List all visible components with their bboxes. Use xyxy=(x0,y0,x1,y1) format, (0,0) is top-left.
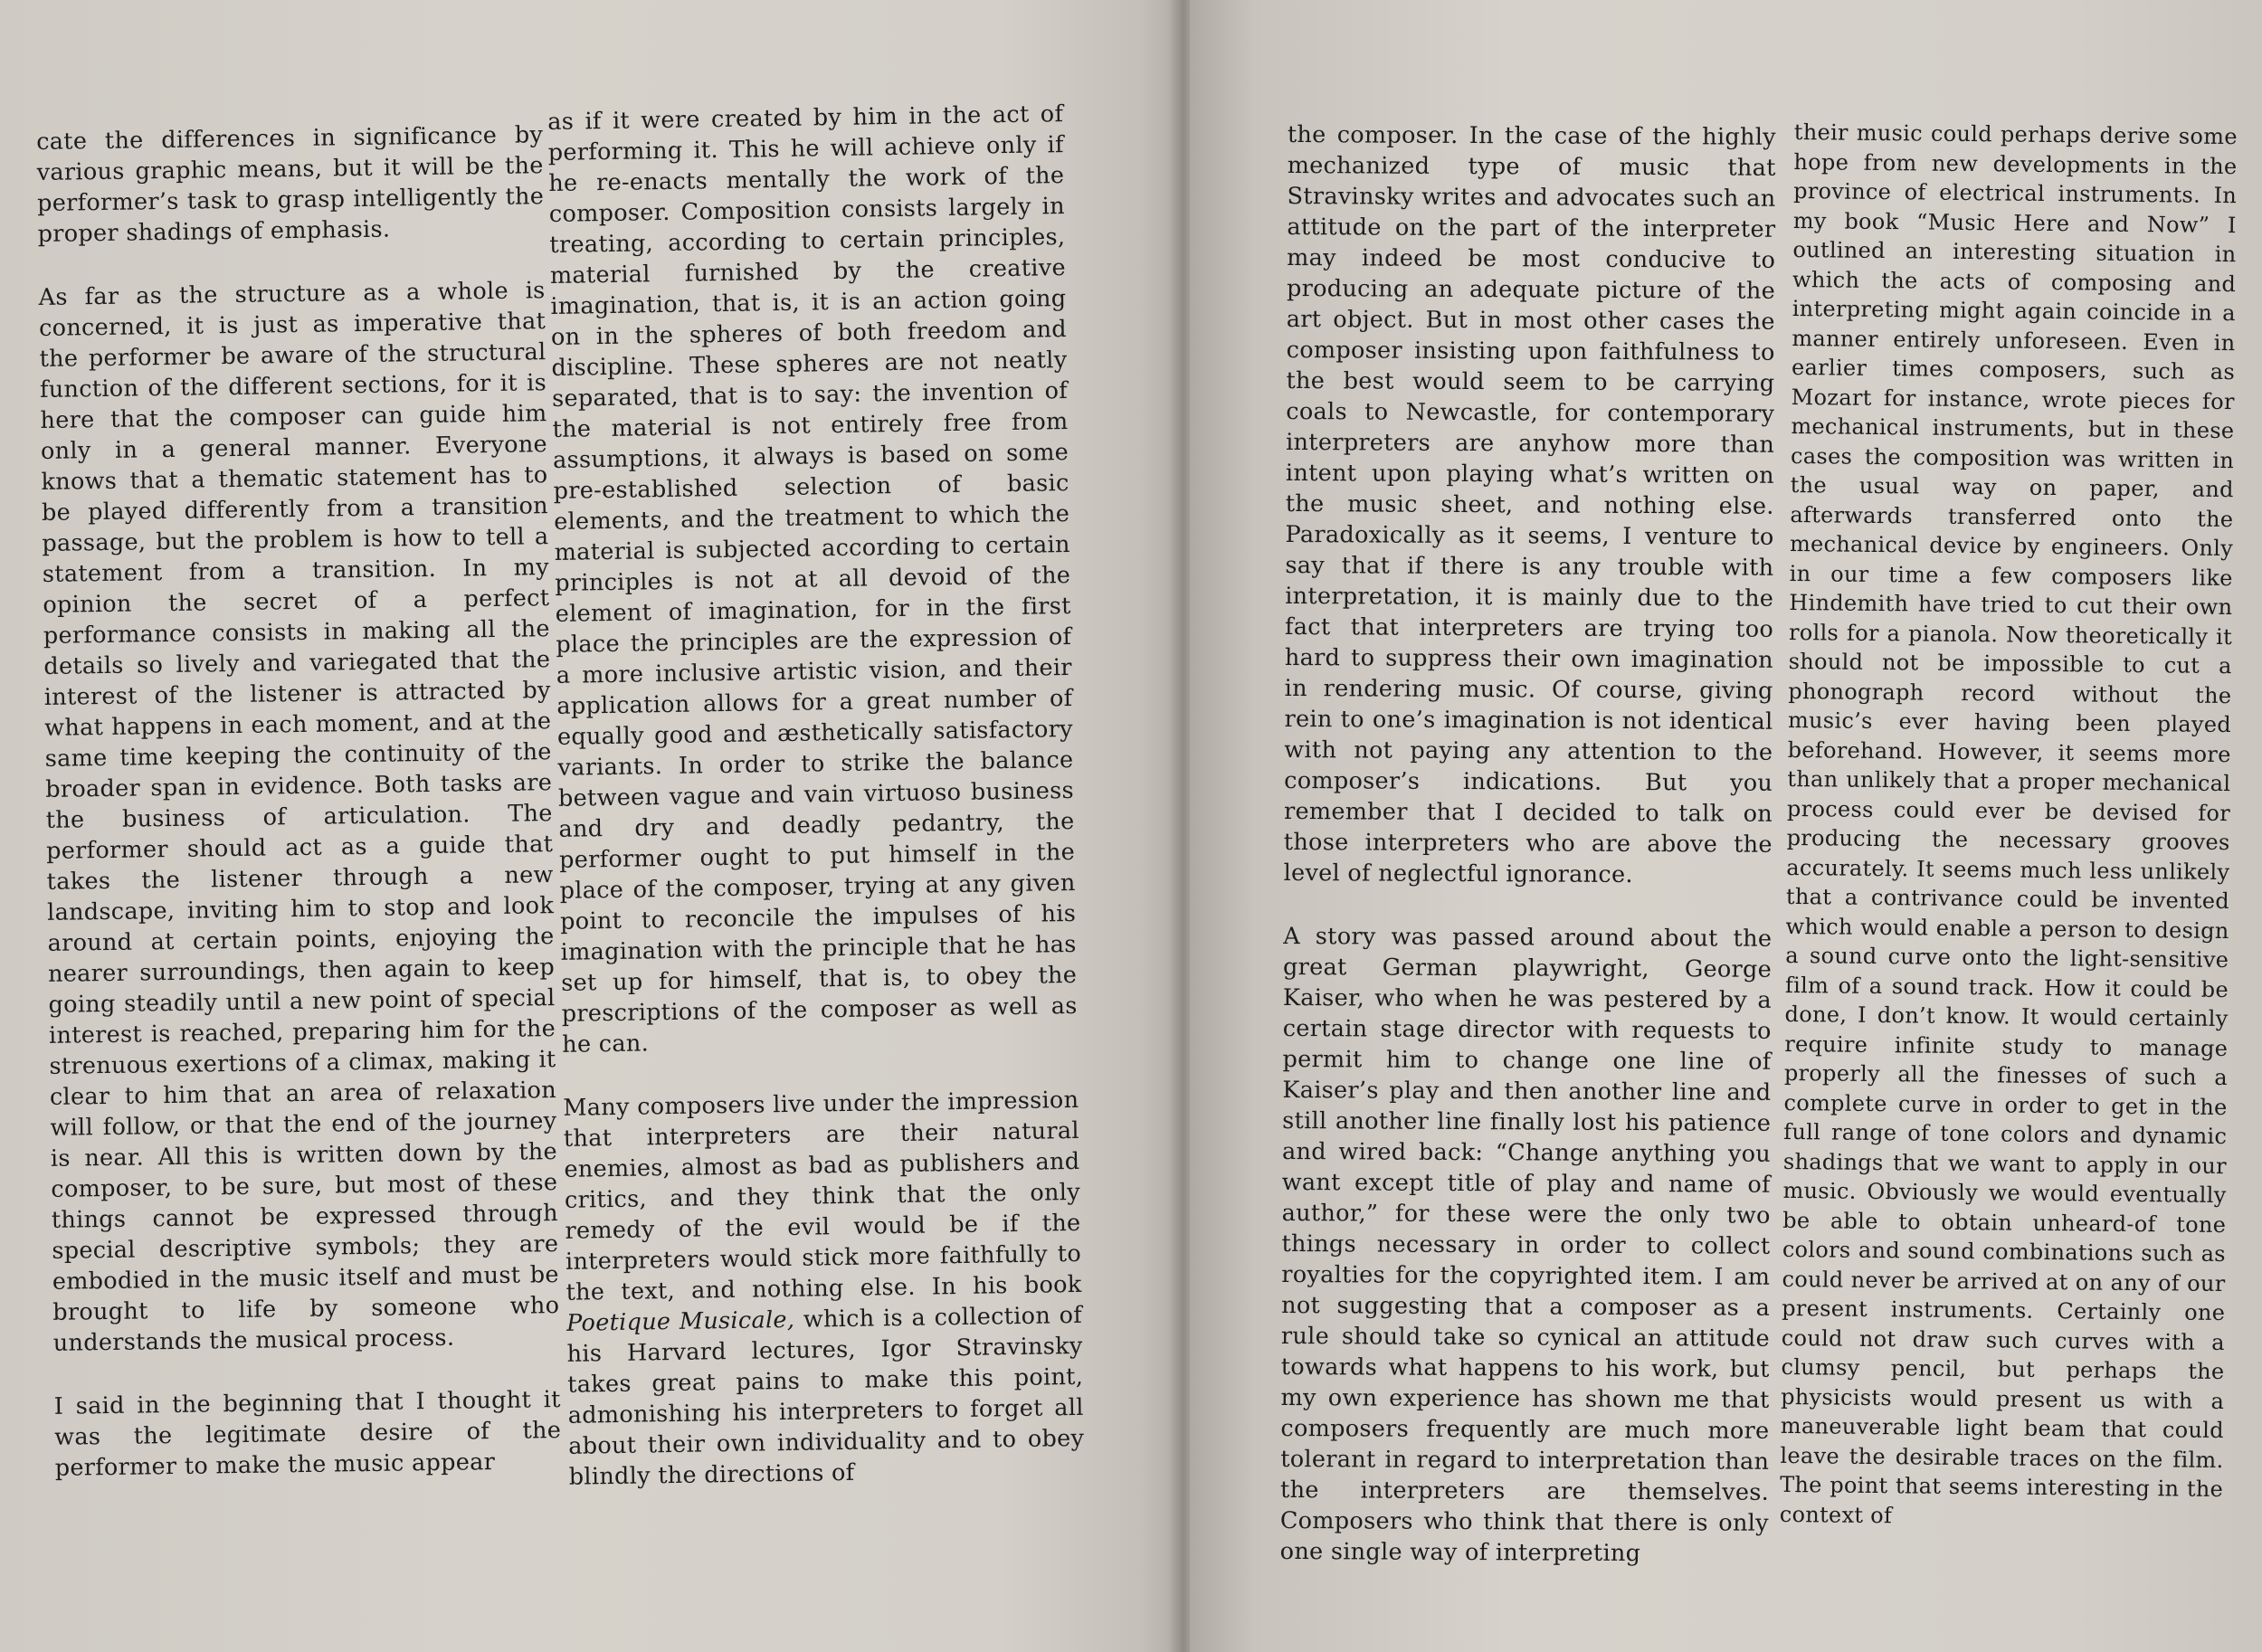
paragraph: the composer. In the case of the highly mechanized type of music that Stravinsky writes and advocates such an attitude on the part of the interpreter may indeed be most conducive to producing an adequate picture of the art object. But in most other cases the composer insisting upon faithfulness to the best would seem to be carrying coals to Newcastle, for contemporary interpreters are anyhow more than intent upon playing what’s written on the music sheet, and nothing else. Paradoxically as it seems, I venture to say that if there is any trouble with interpretation, it is mainly due to the fact that interpreters are trying too hard to suppress their own imagination in rendering music. Of course, giving rein to one’s imagination is not identical with not paying any attention to the composer’s indications. But you remember that I decided to talk on those interpreters who are above the level of neglectful ignorance. xyxy=(1283,120,1776,889)
book-title: Poetique Musicale, xyxy=(566,1305,795,1337)
paragraph: cate the differences in significance by various graphic means, but it will be the performer’s task to grasp intelligently the proper shadings of emphasis. xyxy=(36,121,545,248)
paragraph: I said in the beginning that I thought it was the legitimate desire of the performer to make the music appear xyxy=(53,1386,562,1482)
paragraph: their music could perhaps derive some hope from new developments in the province of electrical instruments. In my book “Music Here and Now” I outlined an interesting situation in which the acts of composing and interpreting might again coincide in a manner entirely unforeseen. Even in earlier times composers, such as Mozart for instance, wrote pieces for mechanical instruments, but in these cases the composition was written in the usual way on paper, and afterwards transferred onto the mechanical device by engineers. Only in our time a few composers like Hindemith have tried to cut their own rolls for a pianola. Now theoretically it should not be impossible to cut a phonograph record without the music’s ever having been played beforehand. However, it seems more than unlikely that a proper mechanical process could ever be devised for producing the necessary grooves accurately. It seems much less unlikely that a contrivance could be invented which would enable a person to design a sound curve onto the light-sensitive film of a sound track. How it could be done, I don’t know. It would certainly require infinite study to manage properly all the finesses of such a complete curve in order to get in the full range of tone colors and dynamic shadings that we want to apply in our music. Obviously we would eventually be able to obtain unheard-of tone colors and sound combinations such as could never be arrived at on any of our present instruments. Certainly one could not draw such curves with a clumsy pencil, but perhaps the physicists would present us with a maneuverable light beam that could leave the desirable traces on the film. The point that seems interesting in the context of xyxy=(1779,119,2238,1528)
paragraph-text: Many composers live under the impression that interpreters are their natural enemies, almost as bad as publishers and critics, and they think that the only remedy of the evil would be if the interpreters would stick more faithfully to the text, and nothing else. In his book xyxy=(563,1086,1082,1306)
paragraph-text: which is a collection of his Harvard lectures, Igor Stravinsky takes great pains to make this point, admonishing his interpreters to forget all about their own individuality and to obey blindly the directions of xyxy=(566,1301,1085,1491)
right-page-column-2 xyxy=(1780,118,2238,1533)
paragraph: A story was passed around about the great German playwright, George Kaiser, who when he was pestered by a certain stage director with requests to permit him to change one line of Kaiser’s play and then another line and still another line finally lost his patience and wired back: “Change anything you want except title of play and name of author,” for these were the only two things necessary in order to collect royalties for the copyrighted item. I am not suggesting that a composer as a rule should take so cynical an attitude towards what happens to his work, but my own experience has shown me that composers frequently are much more tolerant in regard to interpretation than the interpreters are themselves. Composers who think that there is only one single way of interpreting xyxy=(1279,922,1773,1568)
paragraph-with-book-title xyxy=(563,1085,1085,1493)
right-page-column-1 xyxy=(1280,119,1776,1570)
left-page-column-1 xyxy=(36,119,562,1484)
left-page-column-2 xyxy=(547,99,1085,1493)
paragraph: as if it were created by him in the act of performing it. This he will achieve only if he re-enacts mentally the work of the composer. Composition consists largely in treating, according to certain principles, material furnished by the creative imagination, that is, it is an action going on in the spheres of both freedom and discipline. These spheres are not neatly separated, that is to say: the invention of the material is not entirely free from assumptions, it always is based on some pre-established selection of basic elements, and the treatment to which the material is subjected according to certain principles is not at all devoid of the element of imagination, for in the first place the principles are the expression of a more inclusive artistic vision, and their application allows for a great number of equally good and æsthetically satisfactory variants. In order to strike the balance between vague and vain virtuoso business and dry and deadly pedantry, the performer ought to put himself in the place of the composer, trying at any given point to reconcile the impulses of his imagination with the principle that he has set up for himself, that is, to obey the prescriptions of the composer as well as he can. xyxy=(547,100,1078,1059)
paragraph: As far as the structure as a whole is concerned, it is just as imperative that the performer be aware of the structural function of the different sections, for it is here that the composer can guide him only in a general manner. Everyone knows that a thematic statement has to be played differently from a transition passage, but the problem is how to tell a statement from a transition. In my opinion the secret of a perfect performance consists in making all the details so lively and variegated that the interest of the listener is attracted by what happens in each moment, and at the same time keeping the continuity of the broader span in evidence. Both tasks are the business of articulation. The performer should act as a guide that takes the listener through a new landscape, inviting him to stop and look around at certain points, enjoying the nearer surroundings, then again to keep going steadily until a new point of special interest is reached, preparing him for the strenuous exertions of a climax, making it clear to him that an area of relaxation will follow, or that the end of the journey is near. All this is written down by the composer, to be sure, but most of these things cannot be expressed through special descriptive symbols; they are embodied in the music itself and must be brought to life by someone who understands the musical process. xyxy=(38,277,560,1357)
